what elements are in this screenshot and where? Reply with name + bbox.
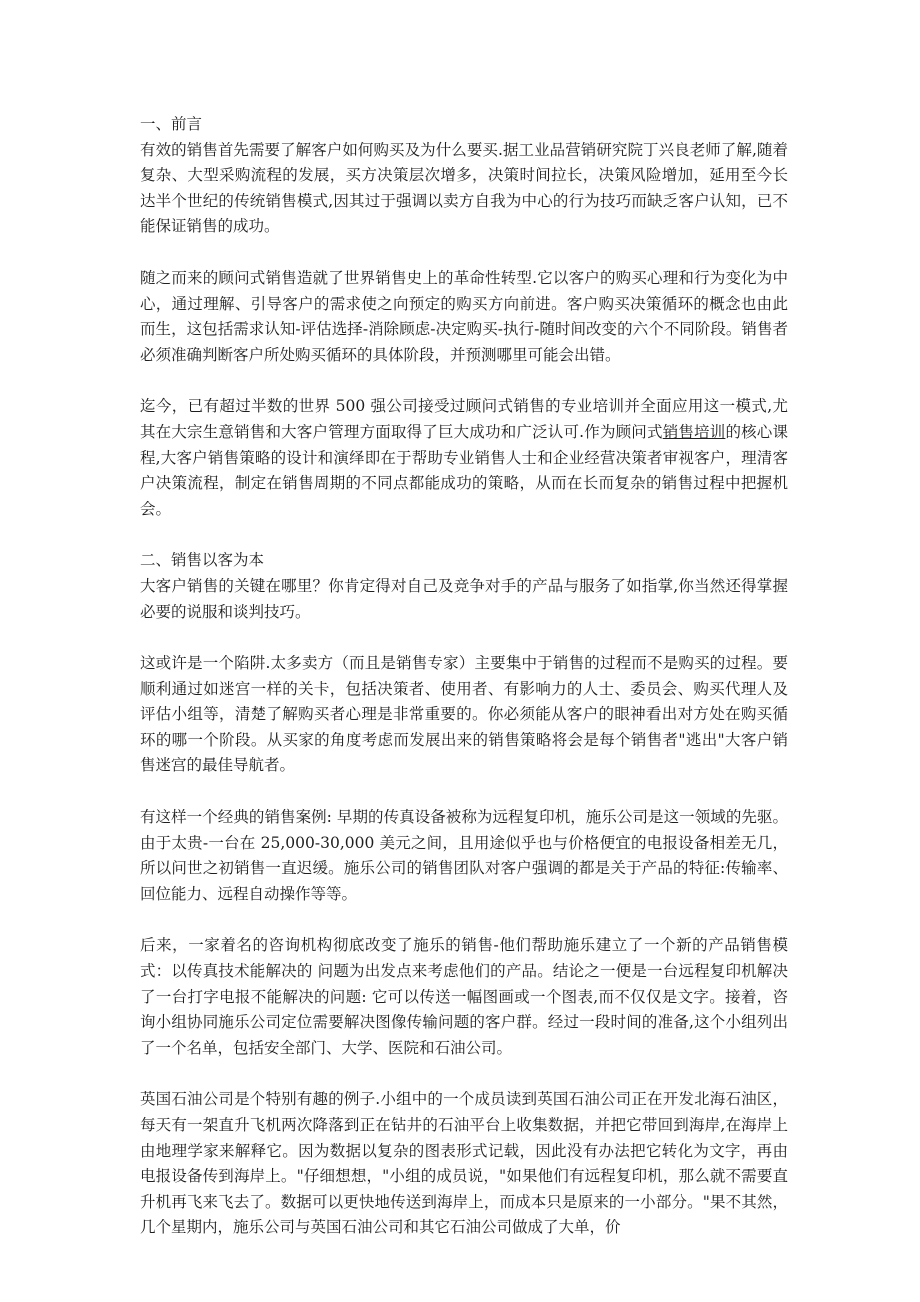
paragraph — [140, 394, 788, 522]
sales-training-link[interactable]: 销售培训 — [662, 422, 726, 441]
paragraph: 随之而来的顾问式销售造就了世界销售史上的革命性转型.它以客户的购买心理和行为变化为中心，通过理解、引导客户的需求使之向预定的购买方向前进。客户购买决策循环的概念也由此而生，这包括需求认知-评估选择-消除顾虑-决定购买-执行-随时间改变的六个不同阶段。销售者必须准确判断客户所处购买循环的具体阶段，并预测哪里可能会出错。 — [140, 268, 788, 364]
paragraph: 英国石油公司是个特别有趣的例子.小组中的一个成员读到英国石油公司正在开发北海石油区，每天有一架直升飞机两次降落到正在钻井的石油平台上收集数据，并把它带回到海岸,在海岸上由地理学家来解释它。因为数据以复杂的图表形式记载，因此没有办法把它转化为文字，再由电报设备传到海岸上。"仔细想想，"小组的成员说，"如果他们有远程复印机，那么就不需要直升机再飞来飞去了。数据可以更快地传送到海岸上，而成本只是原来的一小部分。"果不其然，几个星期内，施乐公司与英国石油公司和其它石油公司做成了大单，价 — [140, 1090, 788, 1237]
section-heading-preface: 一、前言 — [140, 115, 203, 133]
section-heading-customer-first: 二、销售以客为本 — [140, 551, 265, 570]
paragraph-text: 迄今，已有超过半数的世界 500 强公司接受过顾问式销售的专业培训并全面应用这一模式,尤其在大宗生意销售和大客户管理方面取得了巨大成功和广泛认可.作为顾问式 — [140, 397, 788, 441]
paragraph-text: 的核心课程,大客户销售策略的设计和演绎即在于帮助专业销售人士和企业经营决策者审视客户，理清客户决策流程，制定在销售周期的不同点都能成功的策略，从而在长而复杂的销售过程中把握机会。 — [140, 422, 788, 518]
paragraph: 有效的销售首先需要了解客户如何购买及为什么要买.据工业品营销研究院丁兴良老师了解,随着复杂、大型采购流程的发展，买方决策层次增多，决策时间拉长，决策风险增加，延用至今长达半个世纪的传统销售模式,因其过于强调以卖方自我为中心的行为技巧而缺乏客户认知，已不能保证销售的成功。 — [140, 140, 788, 236]
document-body — [140, 112, 788, 1267]
paragraph: 这或许是一个陷阱.太多卖方（而且是销售专家）主要集中于销售的过程而不是购买的过程。要顺利通过如迷宫一样的关卡，包括决策者、使用者、有影响力的人士、委员会、购买代理人及评估小组等，清楚了解购买者心理是非常重要的。你必须能从客户的眼神看出对方处在购买循环的哪一个阶段。从买家的角度考虑而发展出来的销售策略将会是每个销售者"逃出"大客户销售迷宫的最佳导航者。 — [140, 654, 788, 775]
paragraph: 大客户销售的关键在哪里？你肯定得对自己及竞争对手的产品与服务了如指掌,你当然还得掌握必要的说服和谈判技巧。 — [140, 576, 788, 621]
paragraph: 有这样一个经典的销售案例: 早期的传真设备被称为远程复印机，施乐公司是这一领域的先驱。由于太贵-一台在 25,000-30,000 美元之间，且用途似乎也与价格便宜的电报设备相差无几，所以问世之初销售一直迟缓。施乐公司的销售团队对客户强调的都是关于产品的特征:传输率、回位能力、远程自动操作等等。 — [140, 808, 788, 903]
paragraph: 后来，一家着名的咨询机构彻底改变了施乐的销售-他们帮助施乐建立了一个新的产品销售模式：以传真技术能解决的 问题为出发点来考虑他们的产品。结论之一便是一台远程复印机解决了一台打字电报不能解决的问题: 它可以传送一幅图画或一个图表,而不仅仅是文字。接着，咨询小组协同施乐公司定位需要解决图像传输问题的客户群。经过一段时间的准备,这个小组列出了一个名单，包括安全部门、大学、医院和石油公司。 — [140, 936, 788, 1057]
